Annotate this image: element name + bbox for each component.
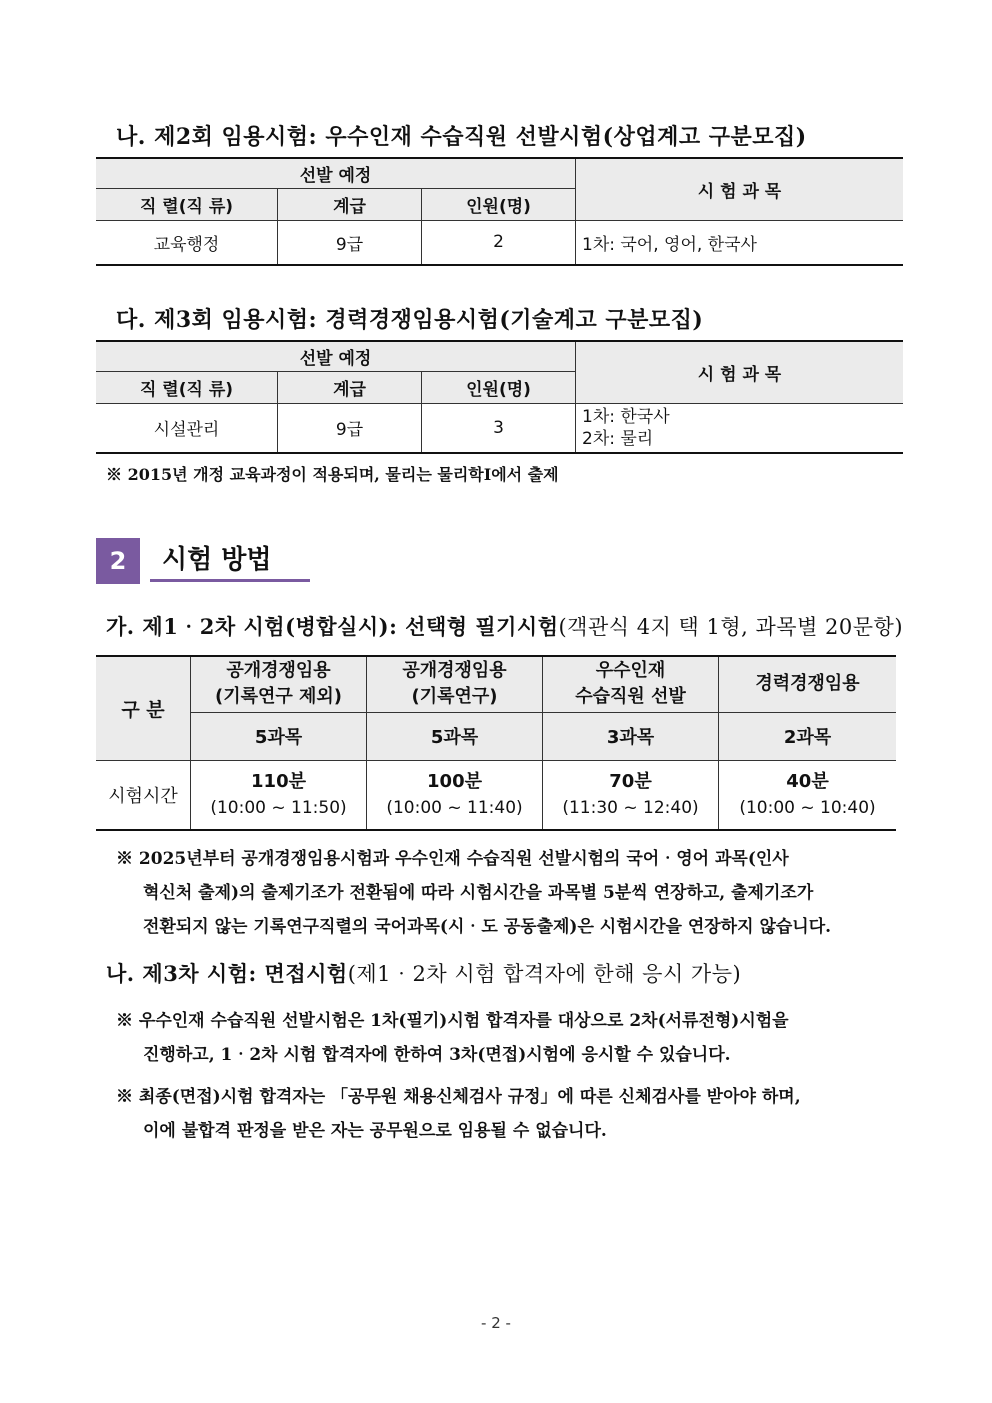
note-line-3: 전환되지 않는 기록연구직렬의 국어과목(시‧도 공동출제)은 시험시간을 연장하지 않습니다. — [143, 917, 832, 937]
range-2: (11:30 ~ 12:40) — [562, 797, 699, 818]
col-header-1-line1: 공개경쟁임용 — [402, 660, 507, 682]
na2-heading-light: (제1‧2차 시험 합격자에 한해 응시 가능) — [347, 962, 742, 986]
note-line-1: ※ 2025년부터 공개경쟁임용시험과 우수인재 수습직원 선발시험의 국어‧영어 과목(인사 — [116, 849, 789, 869]
col-header-1-line2: (기록연구) — [411, 686, 498, 708]
time-2: 70분 — [609, 770, 652, 792]
subjects-header: 시 험 과 목 — [576, 341, 904, 403]
section-title: 시험 방법 — [150, 538, 310, 582]
time-cell-1 — [367, 760, 543, 830]
page-number: - 2 - — [481, 1314, 511, 1332]
grade-cell: 9급 — [278, 403, 422, 453]
time-label: 시험시간 — [96, 760, 191, 830]
time-0: 110분 — [251, 770, 306, 792]
row-header: 구 분 — [96, 656, 191, 760]
col-header-3-line1: 경력경쟁임용 — [755, 673, 860, 695]
subjects-cell — [576, 403, 904, 453]
table-da — [96, 340, 903, 454]
col-header-2 — [543, 656, 719, 712]
physics-note: ※ 2015년 개정 교육과정이 적용되며, 물리는 물리학Ⅰ에서 출제 — [106, 465, 559, 484]
note1-line-2: 진행하고, 1‧2차 시험 합격자에 한하여 3차(면접)시험에 응시할 수 있습니다. — [143, 1045, 731, 1065]
na2-heading-bold: 나. 제3차 시험: 면접시험 — [106, 961, 348, 986]
grade-cell: 9급 — [278, 220, 422, 265]
table-na — [96, 157, 903, 266]
note1-line-1: ※ 우수인재 수습직원 선발시험은 1차(필기)시험 합격자를 대상으로 2차(서류전형)시험을 — [116, 1011, 789, 1031]
grade-header: 계급 — [278, 188, 422, 220]
group-header: 선발 예정 — [96, 158, 576, 188]
subjects-header: 시 험 과 목 — [576, 158, 904, 220]
interview-note-1 — [116, 1004, 906, 1072]
note-line-2: 혁신처 출제)의 출제기조가 전환됨에 따라 시험시간을 과목별 5분씩 연장하고, 출제기조가 — [143, 883, 814, 903]
col-header-1 — [367, 656, 543, 712]
job-cell: 교육행정 — [96, 220, 278, 265]
subjects-count-1: 5과목 — [367, 712, 543, 760]
count-header: 인원(명) — [422, 371, 576, 403]
grade-header: 계급 — [278, 371, 422, 403]
job-header: 직 렬(직 류) — [96, 371, 278, 403]
subjects-count-3: 2과목 — [719, 712, 897, 760]
range-1: (10:00 ~ 11:40) — [386, 797, 523, 818]
time-extension-note — [116, 842, 906, 944]
section-number: 2 — [96, 538, 140, 584]
subjects-line-1: 1차: 한국사 — [582, 406, 670, 427]
job-cell: 시설관리 — [96, 403, 278, 453]
col-header-2-line2: 수습직원 선발 — [575, 686, 686, 708]
subjects-line-2: 2차: 물리 — [582, 428, 654, 449]
subjects-cell: 1차: 국어, 영어, 한국사 — [576, 220, 904, 265]
time-3: 40분 — [786, 770, 829, 792]
range-0: (10:00 ~ 11:50) — [210, 797, 347, 818]
subjects-count-0: 5과목 — [191, 712, 367, 760]
time-cell-3 — [719, 760, 897, 830]
section-da-heading: 다. 제3회 임용시험: 경력경쟁임용시험(기술계고 구분모집) — [116, 307, 704, 333]
subjects-count-2: 3과목 — [543, 712, 719, 760]
section-na2-heading — [106, 958, 741, 988]
time-cell-2 — [543, 760, 719, 830]
note2-line-2: 이에 불합격 판정을 받은 자는 공무원으로 임용될 수 없습니다. — [143, 1121, 607, 1141]
col-header-0-line2: (기록연구 제외) — [214, 686, 343, 708]
time-cell-0 — [191, 760, 367, 830]
job-header: 직 렬(직 류) — [96, 188, 278, 220]
count-cell: 2 — [422, 220, 576, 265]
section-ga-heading — [106, 611, 903, 641]
interview-note-2 — [116, 1080, 906, 1148]
ga-heading-light: (객관식 4지 택 1형, 과목별 20문항) — [558, 615, 904, 639]
range-3: (10:00 ~ 10:40) — [739, 797, 876, 818]
group-header: 선발 예정 — [96, 341, 576, 371]
col-header-0-line1: 공개경쟁임용 — [226, 660, 331, 682]
col-header-0 — [191, 656, 367, 712]
count-header: 인원(명) — [422, 188, 576, 220]
time-1: 100분 — [427, 770, 482, 792]
note2-line-1: ※ 최종(면접)시험 합격자는 「공무원 채용신체검사 규정」에 따른 신체검사를 받아야 하며, — [116, 1087, 801, 1107]
exam-time-table — [96, 655, 896, 831]
ga-heading-bold: 가. 제1‧2차 시험(병합실시): 선택형 필기시험 — [106, 614, 559, 639]
count-cell: 3 — [422, 403, 576, 453]
section-na-heading: 나. 제2회 임용시험: 우수인재 수습직원 선발시험(상업계고 구분모집) — [116, 124, 807, 150]
col-header-2-line1: 우수인재 — [595, 660, 666, 682]
col-header-3 — [719, 656, 897, 712]
